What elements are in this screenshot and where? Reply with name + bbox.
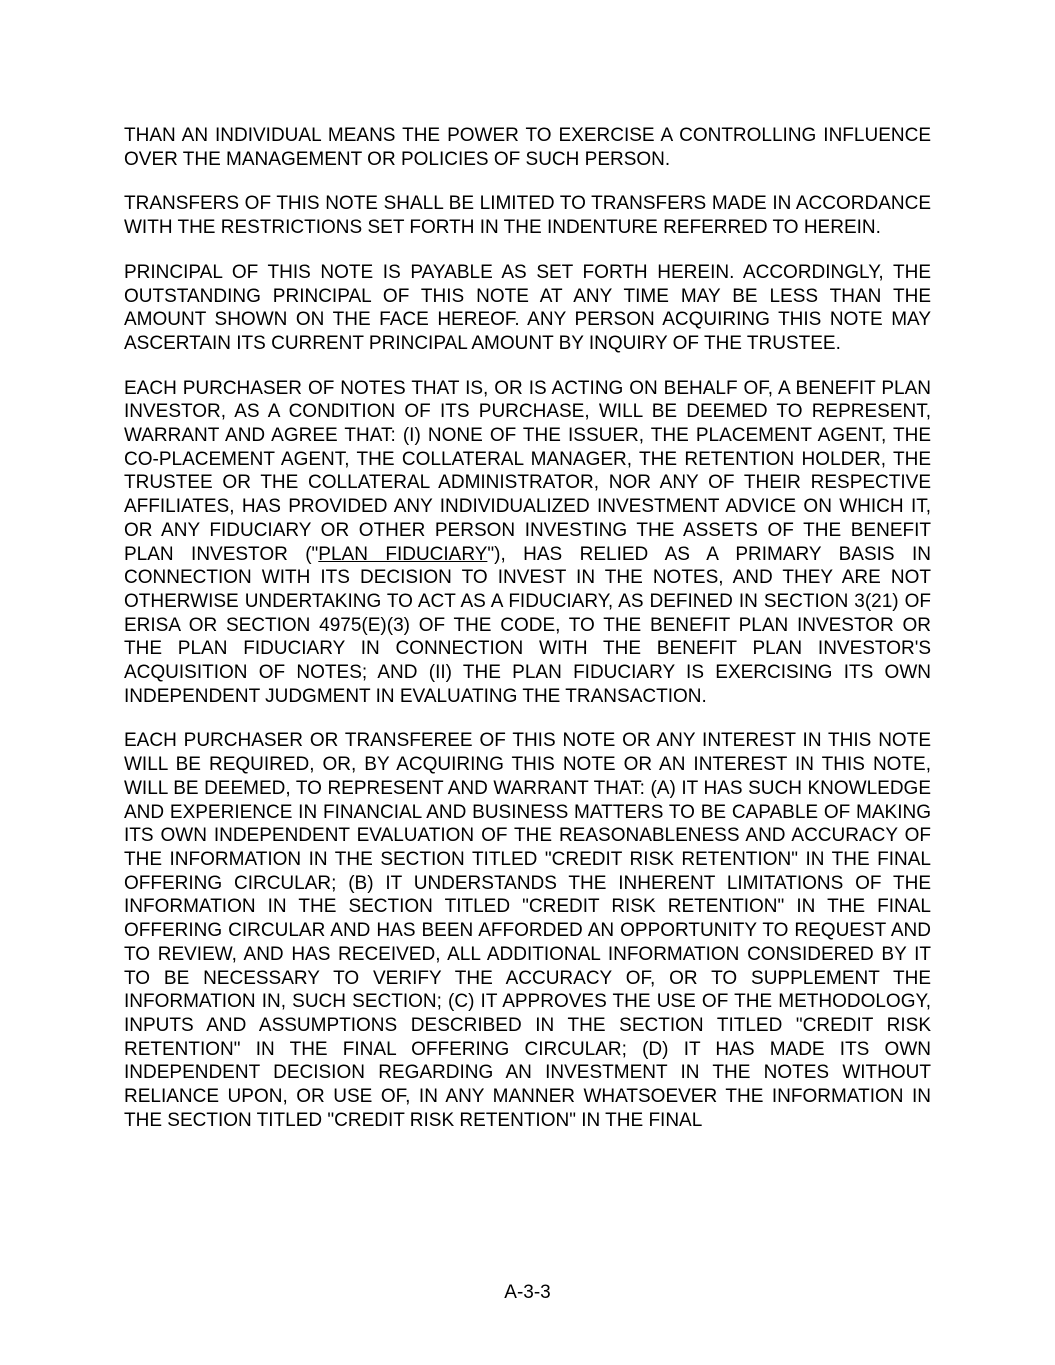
paragraph-principal-payable: PRINCIPAL OF THIS NOTE IS PAYABLE AS SET FORTH HEREIN. ACCORDINGLY, THE OUTSTANDING PRINCIPAL OF THIS NOTE AT ANY TIME MAY BE LESS THAN THE AMOUNT SHOWN ON THE FACE HEREOF. ANY PERSON ACQUIRING THIS NOTE MAY ASCERTAIN ITS CURRENT PRINCIPAL AMOUNT BY INQUIRY OF THE TRUSTEE. — [124, 261, 931, 354]
document-body — [124, 124, 931, 1153]
paragraph-benefit-plan-investor — [124, 377, 931, 709]
paragraph-credit-risk-retention: EACH PURCHASER OR TRANSFEREE OF THIS NOTE OR ANY INTEREST IN THIS NOTE WILL BE REQUIRED, OR, BY ACQUIRING THIS NOTE OR AN INTEREST IN THIS NOTE, WILL BE DEEMED, TO REPRESENT AND WARRANT THAT: (A) IT HAS SUCH KNOWLEDGE AND EXPERIENCE IN FINANCIAL AND BUSINESS MATTERS TO BE CAPABLE OF MAKING ITS OWN INDEPENDENT EVALUATION OF THE REASONABLENESS AND ACCURACY OF THE INFORMATION IN THE SECTION TITLED "CREDIT RISK RETENTION" IN THE FINAL OFFERING CIRCULAR; (B) IT UNDERSTANDS THE INHERENT LIMITATIONS OF THE INFORMATION IN THE SECTION TITLED "CREDIT RISK RETENTION" IN THE FINAL OFFERING CIRCULAR AND HAS BEEN AFFORDED AN OPPORTUNITY TO REQUEST AND TO REVIEW, AND HAS RECEIVED, ALL ADDITIONAL INFORMATION CONSIDERED BY IT TO BE NECESSARY TO VERIFY THE ACCURACY OF, OR TO SUPPLEMENT THE INFORMATION IN, SUCH SECTION; (C) IT APPROVES THE USE OF THE METHODOLOGY, INPUTS AND ASSUMPTIONS DESCRIBED IN THE SECTION TITLED "CREDIT RISK RETENTION" IN THE FINAL OFFERING CIRCULAR; (D) IT HAS MADE ITS OWN INDEPENDENT DECISION REGARDING AN INVESTMENT IN THE NOTES WITHOUT RELIANCE UPON, OR USE OF, IN ANY MANNER WHATSOEVER THE INFORMATION IN THE SECTION TITLED "CREDIT RISK RETENTION" IN THE FINAL — [124, 730, 931, 1131]
benefit-plan-text-after: "), HAS RELIED AS A PRIMARY BASIS IN CONNECTION WITH ITS DECISION TO INVEST IN THE NOTES, AND THEY ARE NOT OTHERWISE UNDERTAKING TO ACT AS A FIDUCIARY, AS DEFINED IN SECTION 3(21) OF ERISA OR SECTION 4975(E)(3) OF THE CODE, TO THE BENEFIT PLAN INVESTOR OR THE PLAN FIDUCIARY IN CONNECTION WITH THE BENEFIT PLAN INVESTOR'S ACQUISITION OF NOTES; AND (II) THE PLAN FIDUCIARY IS EXERCISING ITS OWN INDEPENDENT JUDGMENT IN EVALUATING THE TRANSACTION. — [124, 543, 931, 707]
defined-term-plan-fiduciary: PLAN FIDUCIARY — [318, 543, 488, 565]
benefit-plan-text-before: EACH PURCHASER OF NOTES THAT IS, OR IS ACTING ON BEHALF OF, A BENEFIT PLAN INVESTOR, AS A CONDITION OF ITS PURCHASE, WILL BE DEEMED TO REPRESENT, WARRANT AND AGREE THAT: (I) NONE OF THE ISSUER, THE PLACEMENT AGENT, THE CO-PLACEMENT AGENT, THE COLLATERAL MANAGER, THE RETENTION HOLDER, THE TRUSTEE OR THE COLLATERAL ADMINISTRATOR, NOR ANY OF THEIR RESPECTIVE AFFILIATES, HAS PROVIDED ANY INDIVIDUALIZED INVESTMENT ADVICE ON WHICH IT, OR ANY FIDUCIARY OR OTHER PERSON INVESTING THE ASSETS OF THE BENEFIT PLAN INVESTOR (" — [124, 377, 931, 565]
paragraph-control-definition: THAN AN INDIVIDUAL MEANS THE POWER TO EXERCISE A CONTROLLING INFLUENCE OVER THE MANAGEMENT OR POLICIES OF SUCH PERSON. — [124, 125, 931, 170]
page-number: A-3-3 — [504, 1282, 551, 1303]
paragraph-transfer-restrictions: TRANSFERS OF THIS NOTE SHALL BE LIMITED TO TRANSFERS MADE IN ACCORDANCE WITH THE RESTRICTIONS SET FORTH IN THE INDENTURE REFERRED TO HEREIN. — [124, 193, 931, 239]
